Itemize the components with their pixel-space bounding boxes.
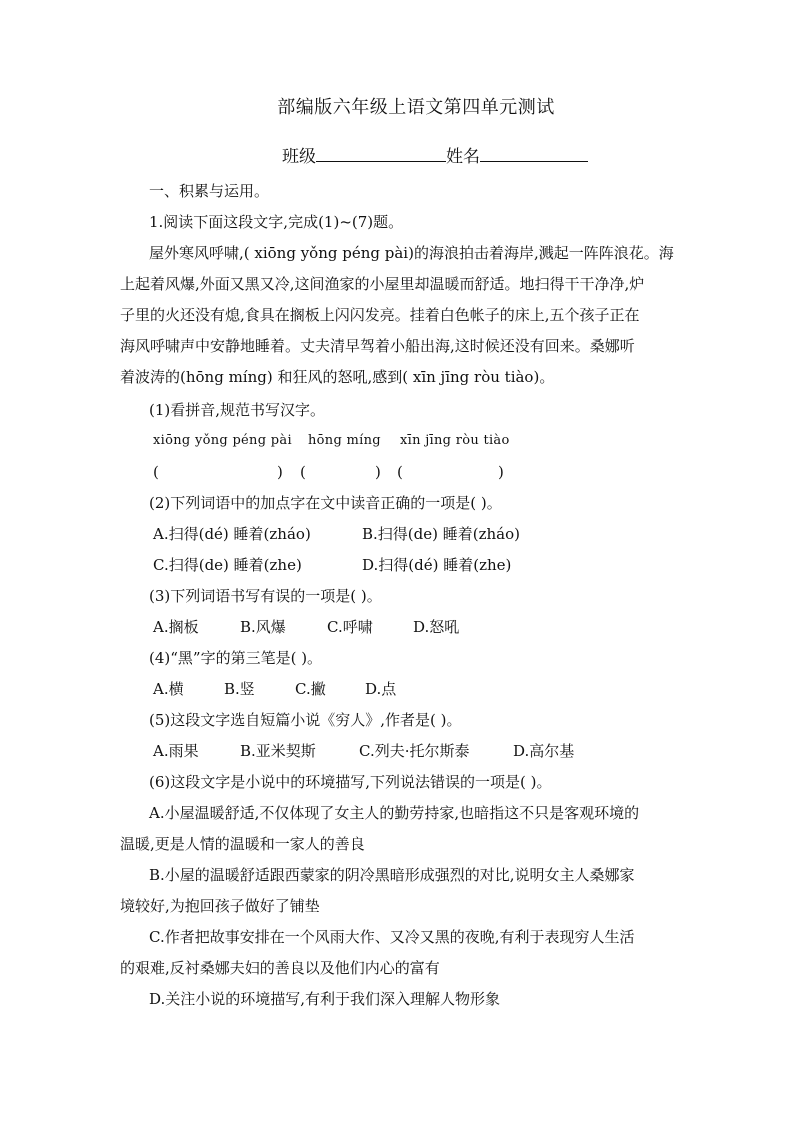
page-title: 部编版六年级上语文第四单元测试 (277, 97, 555, 118)
choice-option[interactable]: B.扫得(de) 睡着(zháo) (362, 525, 520, 543)
subquestion-stem: (1)看拼音,规范书写汉字。 (149, 401, 326, 419)
choice-option[interactable]: A.扫得(dé) 睡着(zháo) (153, 525, 311, 543)
subquestion-stem: (4)“黑”字的第三笔是( )。 (149, 649, 323, 667)
section-heading: 一、积累与运用。 (149, 182, 270, 200)
pinyin-prompt: xīn jīng ròu tiào (400, 433, 510, 448)
name-label: 姓名 (446, 147, 480, 167)
answer-bracket-open: ( (397, 463, 403, 481)
choice-option-cont: 境较好,为抱回孩子做好了铺垫 (120, 897, 320, 915)
answer-bracket-open: ( (153, 463, 159, 481)
pinyin-prompt: xiōng yǒng péng pài (153, 433, 292, 448)
choice-option[interactable]: C.列夫·托尔斯泰 (359, 742, 470, 760)
choice-option[interactable]: C.作者把故事安排在一个风雨大作、又冷又黑的夜晚,有利于表现穷人生活 (149, 928, 635, 946)
answer-bracket-close: ) (277, 463, 283, 481)
choice-option[interactable]: D.关注小说的环境描写,有利于我们深入理解人物形象 (149, 990, 501, 1008)
choice-option[interactable]: D.高尔基 (513, 742, 575, 760)
choice-option[interactable]: A.小屋温暖舒适,不仅体现了女主人的勤劳持家,也暗指这不只是客观环境的 (149, 804, 640, 822)
question-intro: 1.阅读下面这段文字,完成(1)~(7)题。 (149, 213, 404, 231)
class-blank[interactable] (316, 145, 446, 162)
answer-bracket-close: ) (498, 463, 504, 481)
choice-option[interactable]: D.点 (365, 680, 397, 698)
choice-option-cont: 温暖,更是人情的温暖和一家人的善良 (120, 835, 365, 853)
subquestion-stem: (5)这段文字选自短篇小说《穷人》,作者是( )。 (149, 711, 462, 729)
choice-option[interactable]: A.搁板 (153, 618, 199, 636)
passage-line: 海风呼啸声中安静地睡着。丈夫清早驾着小船出海,这时候还没有回来。桑娜听 (120, 337, 635, 355)
subquestion-stem: (6)这段文字是小说中的环境描写,下列说法错误的一项是( )。 (149, 773, 552, 791)
choice-option[interactable]: A.横 (153, 680, 184, 698)
passage-line: 上起着风爆,外面又黑又冷,这间渔家的小屋里却温暖而舒适。地扫得干干净净,炉 (120, 275, 645, 293)
choice-option[interactable]: C.撇 (295, 680, 326, 698)
answer-bracket-open: ( (300, 463, 306, 481)
choice-option[interactable]: B.小屋的温暖舒适跟西蒙家的阴冷黑暗形成强烈的对比,说明女主人桑娜家 (149, 866, 635, 884)
name-blank[interactable] (480, 145, 588, 162)
choice-option-cont: 的艰难,反衬桑娜夫妇的善良以及他们内心的富有 (120, 959, 440, 977)
subquestion-stem: (3)下列词语书写有误的一项是( )。 (149, 587, 382, 605)
choice-option[interactable]: B.亚米契斯 (240, 742, 316, 760)
subquestion-stem: (2)下列词语中的加点字在文中读音正确的一项是( )。 (149, 494, 502, 512)
choice-option[interactable]: D.扫得(dé) 睡着(zhe) (362, 556, 512, 574)
choice-option[interactable]: C.呼啸 (327, 618, 373, 636)
answer-bracket-close: ) (375, 463, 381, 481)
class-label: 班级 (282, 147, 316, 167)
passage-line: 子里的火还没有熄,食具在搁板上闪闪发亮。挂着白色帐子的床上,五个孩子正在 (120, 306, 640, 324)
passage-line: 着波涛的(hōng míng) 和狂风的怒吼,感到( xīn jīng ròu tiào)。 (120, 368, 555, 386)
passage-line: 屋外寒风呼啸,( xiōng yǒng péng pài)的海浪拍击着海岸,溅起一阵阵浪花。海 (149, 244, 674, 262)
choice-option[interactable]: C.扫得(de) 睡着(zhe) (153, 556, 302, 574)
choice-option[interactable]: B.风爆 (240, 618, 286, 636)
choice-option[interactable]: A.雨果 (153, 742, 199, 760)
pinyin-prompt: hōng míng (308, 433, 381, 448)
choice-option[interactable]: B.竖 (224, 680, 255, 698)
choice-option[interactable]: D.怒吼 (413, 618, 460, 636)
student-info-row (282, 145, 588, 167)
